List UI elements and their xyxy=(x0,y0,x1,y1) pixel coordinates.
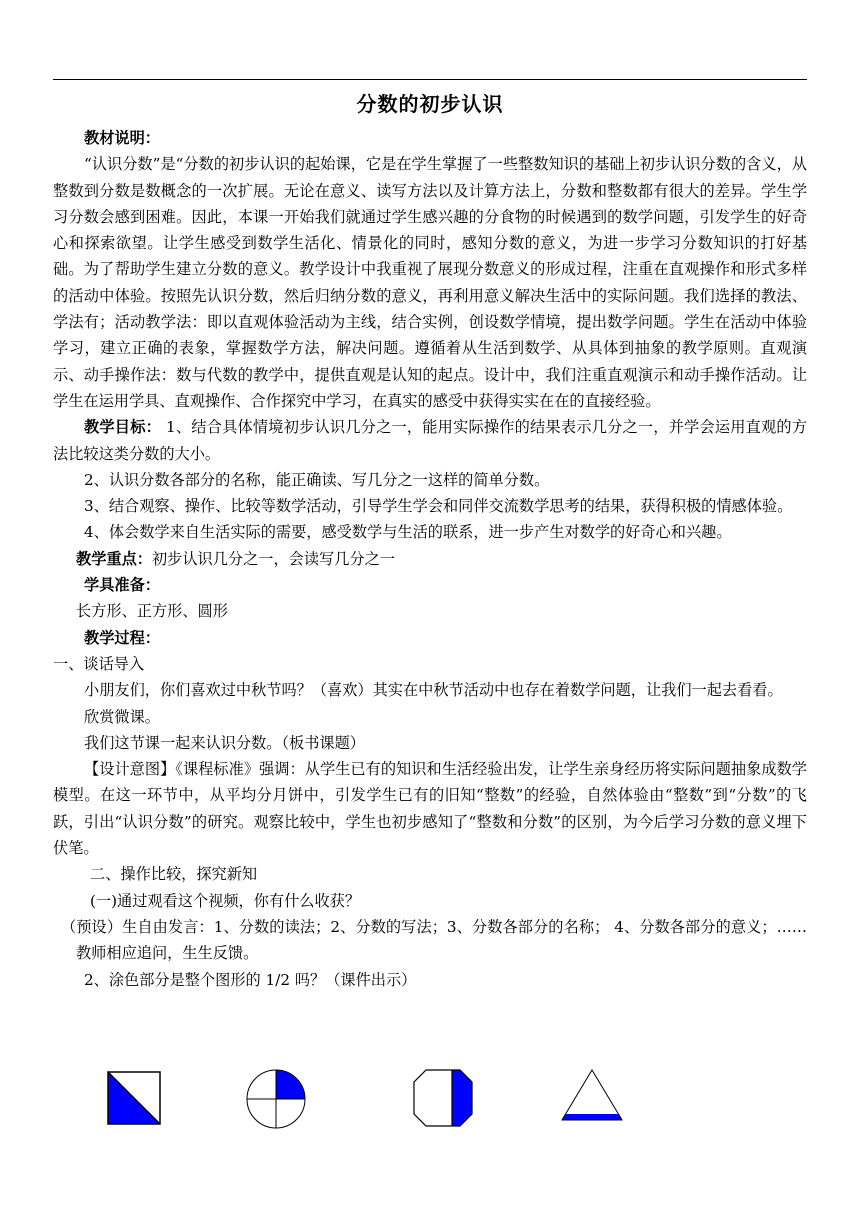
goal-1: 1、结合具体情境初步认识几分之一，能用实际操作的结果表示几分之一，并学会运用直观的方法比较这类分数的大小。 xyxy=(53,418,808,463)
shape-figures xyxy=(0,1066,860,1126)
section-1-paragraph-3: 我们这节课一起来认识分数。（板书课题） xyxy=(84,733,365,752)
tools-body: 长方形、正方形、圆形 xyxy=(76,602,228,621)
page-title: 分数的初步认识 xyxy=(356,92,504,116)
circle-quarter-figure xyxy=(245,1068,307,1130)
design-intent-paragraph: 【设计意图】《课程标准》强调：从学生已有的知识和生活经验出发，让学生亲身经历将实际问题抽象成数学模型。在这一环节中，从平均分月饼中，引发学生已有的旧知“整数”的经验，自然体验由“整数”到“分数”的飞跃，引出“认识分数”的研究。观察比较中，学生也初步感知了“整数和分数”的区别，为今后学习分数的意义埋下伏笔。 xyxy=(53,760,807,858)
key-body: 初步认识几分之一，会读写几分之一 xyxy=(151,549,395,568)
process-heading: 教学过程： xyxy=(84,628,160,647)
triangle-shaded-base-strip xyxy=(562,1114,622,1120)
goal-4: 4、体会数学来自生活实际的需要，感受数学与生活的联系，进一步产生对数学的好奇心和兴趣。 xyxy=(84,523,732,542)
section-2-question-1: (一)通过观看这个视频，你有什么收获？ xyxy=(90,891,361,910)
section-1-paragraph-2: 欣赏微课。 xyxy=(84,707,160,726)
section-2-title: 二、操作比较，探究新知 xyxy=(90,865,258,884)
tools-heading: 学具准备： xyxy=(84,576,160,595)
octagon-strip-figure xyxy=(412,1068,474,1130)
key-heading: 教学重点： xyxy=(76,549,152,568)
goals-heading: 教学目标： xyxy=(84,418,161,437)
material-heading: 教材说明： xyxy=(84,129,160,147)
material-paragraph: “认识分数”是“分数的初步认识的起始课，它是在学生掌握了一些整数知识的基础上初步认识分数的含义，从整数到分数是数概念的一次扩展。无论在意义、读写方法以及计算方法上，分数和整数都有很大的差异。学生学习分数会感到困难。因此，本课一开始我们就通过学生感兴趣的分食物的时候遇到的数学问题，引发学生的好奇心和探索欲望。让学生感受到数学生活化、情景化的同时，感知分数的意义，为进一步学习分数知识的打好基础。为了帮助学生建立分数的意义。教学设计中我重视了展现分数意义的形成过程，注重在直观操作和形式多样的活动中体验。按照先认识分数，然后归纳分数的意义，再利用意义解决生活中的实际问题。我们选择的教法、学法有；活动教学法：即以直观体验活动为主线，结合实例，创设数学情境，提出数学问题。学生在活动中体验学习，建立正确的表象，掌握数学方法，解决问题。遵循着从生活到数学、从具体到抽象的教学原则。直观演示、动手操作法：数与代数的教学中，提供直观是认知的起点。设计中，我们注重直观演示和动手操作活动。让学生在运用学具、直观操作、合作探究中学习，在真实的感受中获得实实在在的直接经验。 xyxy=(53,155,807,410)
section-1-paragraph-1: 小朋友们，你们喜欢过中秋节吗？（喜欢）其实在中秋节活动中也存在着数学问题，让我们一起去看看。 xyxy=(84,681,783,700)
document-body xyxy=(53,125,807,993)
section-1-title: 一、谈话导入 xyxy=(53,654,145,673)
triangle-strip-figure xyxy=(560,1068,624,1122)
section-2-preset: （预设）生自由发言：1、分数的读法；2、分数的写法；3、分数各部分的名称； 4、分数各部分的意义；……教师相应追问，生生反馈。 xyxy=(61,917,807,963)
triangle-outline xyxy=(562,1070,622,1120)
goal-3: 3、结合观察、操作、比较等数学活动，引导学生学会和同伴交流数学思考的结果，获得积极的情感体验。 xyxy=(84,497,793,516)
section-2-question-2: 2、涂色部分是整个图形的 1/2 吗？（课件出示） xyxy=(84,970,417,989)
header-rule xyxy=(53,79,807,80)
square-half-diagonal-figure xyxy=(106,1070,162,1126)
key-paragraph xyxy=(53,546,807,572)
goals-paragraph xyxy=(53,414,807,467)
goal-2: 2、认识分数各部分的名称，能正确读、写几分之一这样的简单分数。 xyxy=(84,470,550,489)
